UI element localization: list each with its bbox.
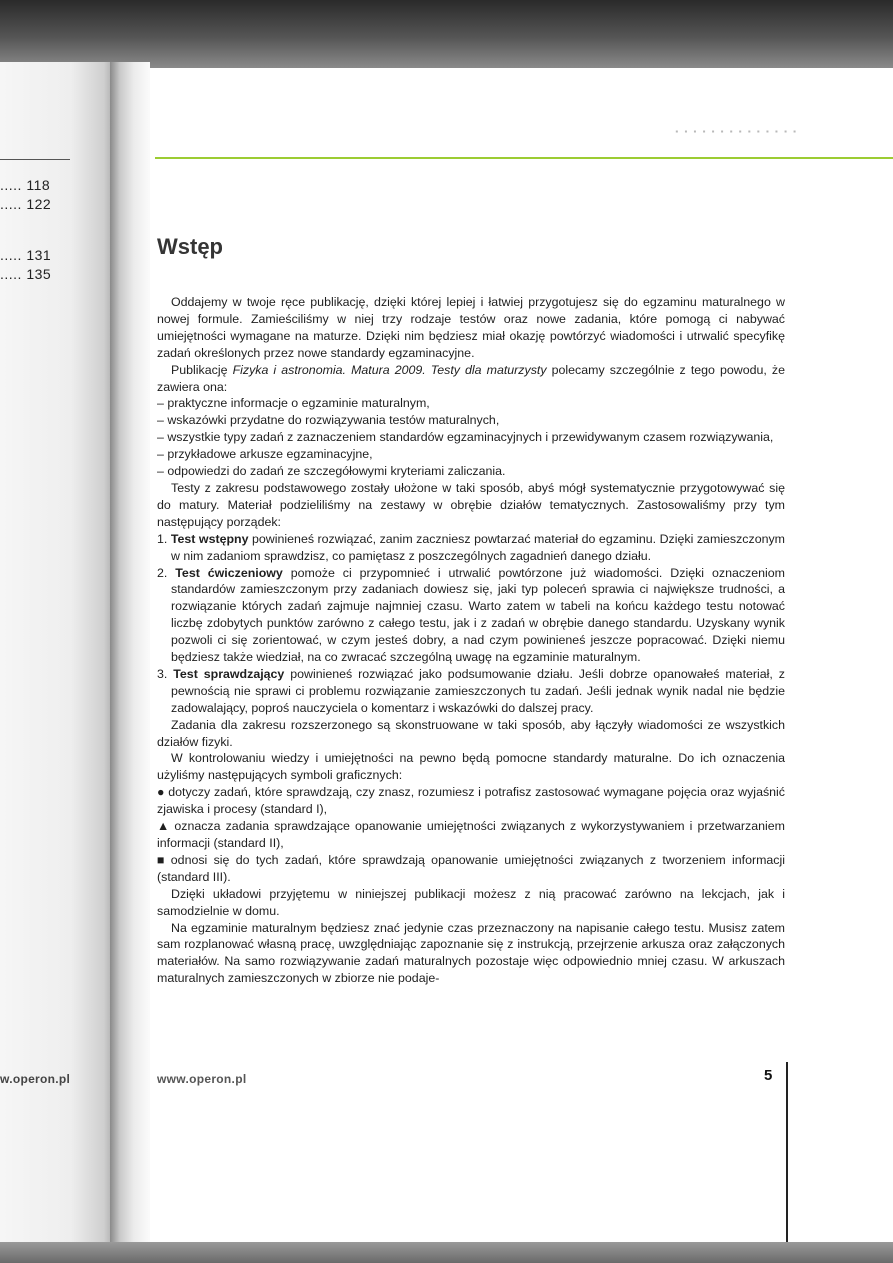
body-text (157, 294, 785, 987)
page-title: Wstęp (157, 234, 223, 259)
standards-intro: W kontrolowaniu wiedzy i umiejętności na pewno będą pomocne standardy maturalne. Do ich oznaczenia użyliśmy następujących symboli graficznych: (157, 751, 785, 783)
tests-intro: Testy z zakresu podstawowego zostały ułożone w taki sposób, abyś mógł systematycznie przygotowywać się do matury. Materiał podzieliliśmy na zestawy w obrębie działów tematycznych. Zastosowaliśmy przy tym następujący porządek: (157, 480, 785, 529)
extended-paragraph: Zadania dla zakresu rozszerzonego są skonstruowane w taki sposób, aby łączyły wiadomości ze wszystkich działów fizyki. (157, 717, 785, 749)
publication-paragraph: Publikację Fizyka i astronomia. Matura 2009. Testy dla maturzysty polecamy szczególnie z tego powodu, że zawiera ona: (157, 362, 786, 394)
page-number: 5 (764, 1067, 773, 1084)
left-page (0, 62, 118, 1242)
exam-paragraph: Na egzaminie maturalnym będziesz znać jedynie czas przeznaczony na napisanie całego testu. Musisz zatem sam rozplanować własną pracę, uwzględniając zapoznanie się z instrukcją, przejrzenie arkusza oraz załączonych materiałów. Na samo rozwiązywanie zadań maturalnych pozostaje więc odpowiednio mniej czasu. W arkuszach maturalnych zamieszczonych w zbiorze nie podaje- (157, 920, 785, 986)
toc-entry: ..... 122 (0, 196, 52, 212)
list-item: – praktyczne informacje o egzaminie maturalnym, (157, 396, 430, 411)
standard-3-item: ■ odnosi się do tych zadań, które sprawdzają opanowanie umiejętności związanych z tworzeniem informacji (standard III). (157, 852, 785, 884)
standard-1-item: ● dotyczy zadań, które sprawdzają, czy znasz, rozumiesz i potrafisz zastosować wymagane pojęcia oraz wyjaśnić zjawiska i procesy (standard I), (157, 785, 785, 817)
scan-bottom-shadow (0, 1242, 893, 1263)
left-footer-url: w.operon.pl (0, 1072, 71, 1086)
book-gutter (110, 62, 150, 1242)
list-item: – przykładowe arkusze egzaminacyjne, (157, 447, 373, 462)
layout-paragraph: Dzięki układowi przyjętemu w niniejszej publikacji możesz z nią pracować zarówno na lekcjach, jak i samodzielnie w domu. (157, 886, 785, 918)
toc-entry: ..... 131 (0, 247, 52, 263)
green-header-rule (155, 157, 893, 159)
footer-url: www.operon.pl (157, 1072, 247, 1086)
running-head: ▪ ▪ ▪ ▪ ▪ ▪ ▪ ▪ ▪ ▪ ▪ ▪ ▪ ▪ (675, 127, 798, 136)
toc-entry: ..... 135 (0, 266, 52, 282)
scan-top-shadow (0, 0, 893, 68)
publication-title: Fizyka i astronomia. Matura 2009. Testy dla maturzysty (232, 362, 547, 377)
toc-entry: ..... 118 (0, 177, 51, 193)
test-type-item: 3. Test sprawdzający powinieneś rozwiązać jako podsumowanie działu. Jeśli dobrze opanowałeś materiał, z pewnością nie sprawi ci problemu rozwiązanie zamieszczonych tu zadań. Jeśli jednak wynik nadal nie będzie zadowalający, poproś nauczyciela o komentarz i wskazówki do dalszej pracy. (157, 666, 785, 715)
triangle-icon: ▲ (157, 819, 170, 834)
list-item: – wskazówki przydatne do rozwiązywania testów maturalnych, (157, 413, 500, 428)
square-icon: ■ (157, 852, 165, 867)
test-type-item: 2. Test ćwiczeniowy pomoże ci przypomnieć i utrwalić powtórzone już wiadomości. Dzięki oznaczeniom standardów zamieszczonym przy zadaniach dowiesz się, jaki typ poleceń sprawia ci największe trudności, a rozwiązanie których zadań zajmuje najmniej czasu. Warto zatem w tabeli na końcu każdego testu notować liczbę zdobytych punktów zarówno z całego testu, jak i z zadań w obrębie danego standardu. Uzyskany wynik pozwoli ci się zorientować, w czym jesteś dobry, a nad czym powinieneś jeszcze popracować. Dzięki niemu będziesz także wiedział, na co zwracać szczególną uwagę na egzaminie maturalnym. (157, 565, 785, 665)
standard-2-item: ▲ oznacza zadania sprawdzające opanowanie umiejętności związanych z wykorzystywaniem i przetwarzaniem informacji (standard II), (157, 819, 785, 850)
intro-paragraph: Oddajemy w twoje ręce publikację, dzięki której lepiej i łatwiej przygotujesz się do egzaminu maturalnego w nowej formule. Zamieściliśmy w niej trzy rodzaje testów oraz nowe zadania, które pomogą ci nabywać umiejętności wymagane na maturze. Dzięki nim będziesz miał okazję powtórzyć wiadomości i utrwalić specyfikę zadań określonych przez nowe standardy egzaminacyjne. (157, 295, 785, 360)
list-item: – wszystkie typy zadań z zaznaczeniem standardów egzaminacyjnych i przewidywanym czasem rozwiązywania, (157, 430, 774, 445)
circle-icon: ● (157, 785, 165, 800)
toc-rule (0, 159, 70, 160)
page-edge-rule (786, 1062, 788, 1242)
test-type-item: 1. Test wstępny powinieneś rozwiązać, zanim zaczniesz powtarzać materiał do egzaminu. Dzięki zamieszczonym w nim zadaniom sprawdzisz, co pamiętasz z poszczególnych zagadnień danego działu. (157, 531, 785, 563)
list-item: – odpowiedzi do zadań ze szczegółowymi kryteriami zaliczania. (157, 464, 506, 479)
